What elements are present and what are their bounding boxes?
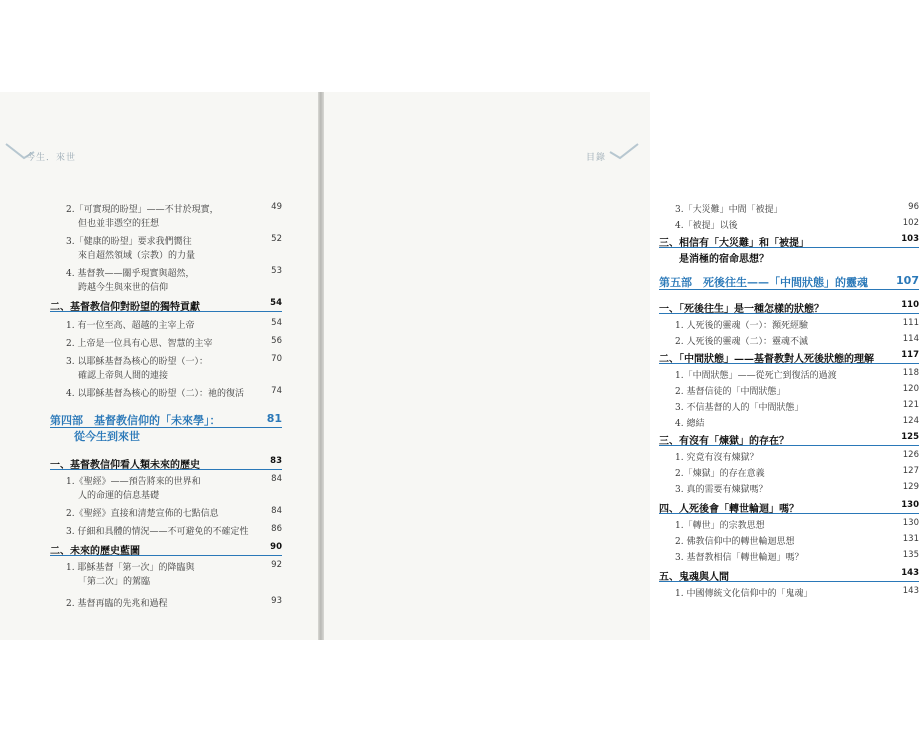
toc-entry: [659, 500, 919, 515]
section-rule: [659, 289, 919, 290]
toc-entry: [659, 482, 919, 495]
toc-entry-title: 3. 以耶穌基督為核心的盼望（一）：: [66, 357, 208, 367]
toc-entry-title: 3. 仔細和具體的情況——不可避免的不確定性: [66, 527, 249, 537]
toc-entry-page: 96: [908, 202, 919, 212]
toc-entry-title: 人的命運的信息基礎: [78, 491, 160, 501]
toc-entry: [50, 368, 282, 381]
toc-entry-title: 1. 有一位至高、超越的主宰上帝: [66, 321, 195, 331]
toc-entry-page: 81: [266, 412, 282, 425]
toc-entry: [659, 334, 919, 347]
toc-entry-page: 52: [271, 234, 282, 244]
section-rule: [659, 247, 919, 248]
toc-entry-page: 70: [271, 354, 282, 364]
toc-entry-page: 126: [902, 450, 919, 460]
toc-entry-title: 二、基督教信仰對盼望的獨特貢獻: [50, 302, 200, 313]
toc-entry-title: 1. 耶穌基督「第一次」的降臨與: [66, 563, 195, 573]
toc-entry: [50, 216, 282, 229]
toc-entry: [50, 336, 282, 349]
toc-entry: [659, 466, 919, 479]
toc-entry-title: 2.「煉獄」的存在意義: [675, 469, 765, 479]
toc-entry: [659, 234, 919, 249]
toc-entry: [659, 534, 919, 547]
toc-entry-title: 第四部 基督教信仰的「未來學」：: [50, 414, 221, 427]
toc-entry-title: 3. 真的需要有煉獄嗎？: [675, 485, 768, 495]
running-head-right: 目錄: [585, 153, 606, 163]
toc-entry-page: 114: [902, 334, 919, 344]
toc-entry: [659, 550, 919, 563]
toc-entry: [659, 432, 919, 447]
toc-entry-page: 121: [902, 400, 919, 410]
toc-entry: [659, 318, 919, 331]
toc-entry: [659, 300, 919, 315]
toc-entry-page: 54: [271, 318, 282, 328]
toc-entry-page: 54: [270, 298, 282, 308]
toc-entry: [50, 428, 282, 444]
toc-entry-page: 125: [901, 432, 919, 442]
toc-entry-page: 130: [901, 500, 919, 510]
toc-entry-title: 3. 不信基督的人的「中間狀態」: [675, 403, 804, 413]
toc-entry-title: 2.《聖經》直接和清楚宣佈的七點信息: [66, 509, 219, 519]
toc-entry-page: 53: [271, 266, 282, 276]
toc-entry-title: 2. 人死後的靈魂（二）：靈魂不滅: [675, 337, 808, 347]
toc-entry-title: 1.《聖經》——預告將來的世界和: [66, 477, 201, 487]
toc-entry-page: 110: [901, 300, 919, 310]
toc-entry-page: 129: [902, 482, 919, 492]
toc-entry-title: 二、未來的歷史藍圖: [50, 546, 140, 557]
toc-entry-title: 「第二次」的駕臨: [78, 577, 151, 587]
toc-entry: [50, 280, 282, 293]
toc-entry-page: 107: [896, 274, 919, 287]
toc-entry-title: 四、人死後會「轉世輪迴」嗎？: [659, 504, 799, 515]
toc-entry: [50, 354, 282, 367]
toc-entry-title: 2. 上帝是一位具有心思、智慧的主宰: [66, 339, 213, 349]
toc-entry-title: 3.「大災難」中間「被提」: [675, 205, 783, 215]
toc-entry-page: 135: [902, 550, 919, 560]
toc-entry: [50, 386, 282, 399]
toc-entry-page: 143: [901, 568, 919, 578]
toc-entry-title: 但也並非憑空的狂想: [78, 219, 160, 229]
toc-entry: [50, 412, 282, 428]
toc-entry-title: 1. 究竟有沒有煉獄？: [675, 453, 759, 463]
toc-entry-title: 一、「死後往生」是一種怎樣的狀態？: [659, 304, 824, 315]
toc-entry: [50, 560, 282, 573]
toc-entry: [50, 298, 282, 313]
toc-entry-title: 4.「被提」以後: [675, 221, 738, 231]
toc-entry-title: 第五部 死後往生——「中間狀態」的靈魂: [659, 276, 868, 289]
section-rule: [659, 445, 919, 446]
toc-entry-title: 是消極的宿命思想？: [679, 254, 769, 265]
toc-entry-page: 83: [270, 456, 282, 466]
toc-entry-page: 111: [902, 318, 919, 328]
toc-entry-page: 118: [902, 368, 919, 378]
toc-entry-page: 103: [901, 234, 919, 244]
toc-entry: [50, 474, 282, 487]
toc-entry: [50, 596, 282, 609]
toc-entry-page: 49: [271, 202, 282, 212]
toc-entry: [50, 266, 282, 279]
running-head-left: 今生．來世: [26, 153, 77, 163]
toc-entry-title: 一、基督教信仰看人類未來的歷史: [50, 460, 200, 471]
toc-entry: [50, 456, 282, 471]
toc-entry-page: 117: [901, 350, 919, 360]
toc-entry-title: 1.「中間狀態」——從死亡到復活的過渡: [675, 371, 837, 381]
toc-entry: [50, 234, 282, 247]
toc-entry: [659, 350, 919, 365]
toc-entry-page: 124: [902, 416, 919, 426]
toc-entry: [50, 202, 282, 215]
toc-entry: [659, 250, 919, 265]
toc-entry-title: 三、相信有「大災難」和「被提」: [659, 238, 809, 249]
toc-entry-title: 1. 人死後的靈魂（一）：瀕死經驗: [675, 321, 808, 331]
toc-entry: [659, 586, 919, 599]
section-rule: [659, 363, 919, 364]
toc-entry-title: 2. 基督再臨的先兆和過程: [66, 599, 168, 609]
section-rule: [659, 313, 919, 314]
toc-entry-page: 102: [902, 218, 919, 228]
toc-entry-title: 從今生到來世: [74, 430, 140, 443]
toc-entry-page: 56: [271, 336, 282, 346]
toc-entry-page: 120: [902, 384, 919, 394]
toc-entry-page: 84: [271, 474, 282, 484]
toc-entry: [659, 518, 919, 531]
toc-entry: [659, 274, 919, 290]
toc-entry: [50, 506, 282, 519]
toc-entry: [50, 488, 282, 501]
toc-entry-title: 4. 基督教——關乎現實與超然，: [66, 269, 195, 279]
section-rule: [659, 581, 919, 582]
section-rule: [50, 555, 282, 556]
toc-entry: [50, 248, 282, 261]
toc-entry-title: 五、鬼魂與人間: [659, 572, 729, 583]
toc-entry-title: 來自超然領域（宗教）的力量: [78, 251, 196, 261]
toc-entry-title: 三、有沒有「煉獄」的存在？: [659, 436, 789, 447]
section-rule: [50, 311, 282, 312]
toc-entry-page: 74: [271, 386, 282, 396]
toc-entry-page: 127: [902, 466, 919, 476]
toc-entry-page: 86: [271, 524, 282, 534]
toc-entry-page: 130: [902, 518, 919, 528]
toc-entry-page: 131: [902, 534, 919, 544]
toc-entry: [659, 568, 919, 583]
toc-entry-title: 2.「可實現的盼望」——不甘於現實，: [66, 205, 219, 215]
book-spread: [0, 92, 919, 640]
toc-entry-title: 4. 以耶穌基督為核心的盼望（二）：祂的復活: [66, 389, 244, 399]
toc-entry: [50, 318, 282, 331]
section-rule: [659, 513, 919, 514]
toc-entry-title: 2. 佛教信仰中的轉世輪迴思想: [675, 537, 795, 547]
toc-entry: [50, 524, 282, 537]
toc-entry-page: 90: [270, 542, 282, 552]
toc-entry: [50, 542, 282, 557]
section-rule: [50, 469, 282, 470]
toc-entry-title: 1.「轉世」的宗教思想: [675, 521, 765, 531]
toc-entry-title: 2. 基督信徒的「中間狀態」: [675, 387, 786, 397]
toc-entry-title: 1. 中國傳統文化信仰中的「鬼魂」: [675, 589, 813, 599]
toc-entry: [659, 202, 919, 215]
toc-entry: [659, 400, 919, 413]
toc-entry-page: 93: [271, 596, 282, 606]
toc-entry-title: 3. 基督教相信「轉世輪迴」嗎？: [675, 553, 804, 563]
right-page: [324, 92, 919, 640]
toc-entry: [50, 574, 282, 587]
toc-entry-title: 二、「中間狀態」——基督教對人死後狀態的理解: [659, 354, 874, 365]
left-page: [0, 92, 318, 640]
toc-entry: [659, 384, 919, 397]
corner-ornament-icon: [606, 140, 640, 162]
toc-entry-title: 3.「健康的盼望」要求我們嚮往: [66, 237, 192, 247]
toc-entry-page: 84: [271, 506, 282, 516]
toc-entry-title: 確認上帝與人間的連接: [78, 371, 169, 381]
toc-entry: [659, 416, 919, 429]
toc-entry: [659, 218, 919, 231]
toc-entry-title: 4. 總結: [675, 419, 705, 429]
toc-entry-title: 跨越今生與來世的信仰: [78, 283, 169, 293]
toc-entry: [659, 368, 919, 381]
toc-entry: [659, 450, 919, 463]
toc-entry-page: 143: [902, 586, 919, 596]
toc-entry-page: 92: [271, 560, 282, 570]
